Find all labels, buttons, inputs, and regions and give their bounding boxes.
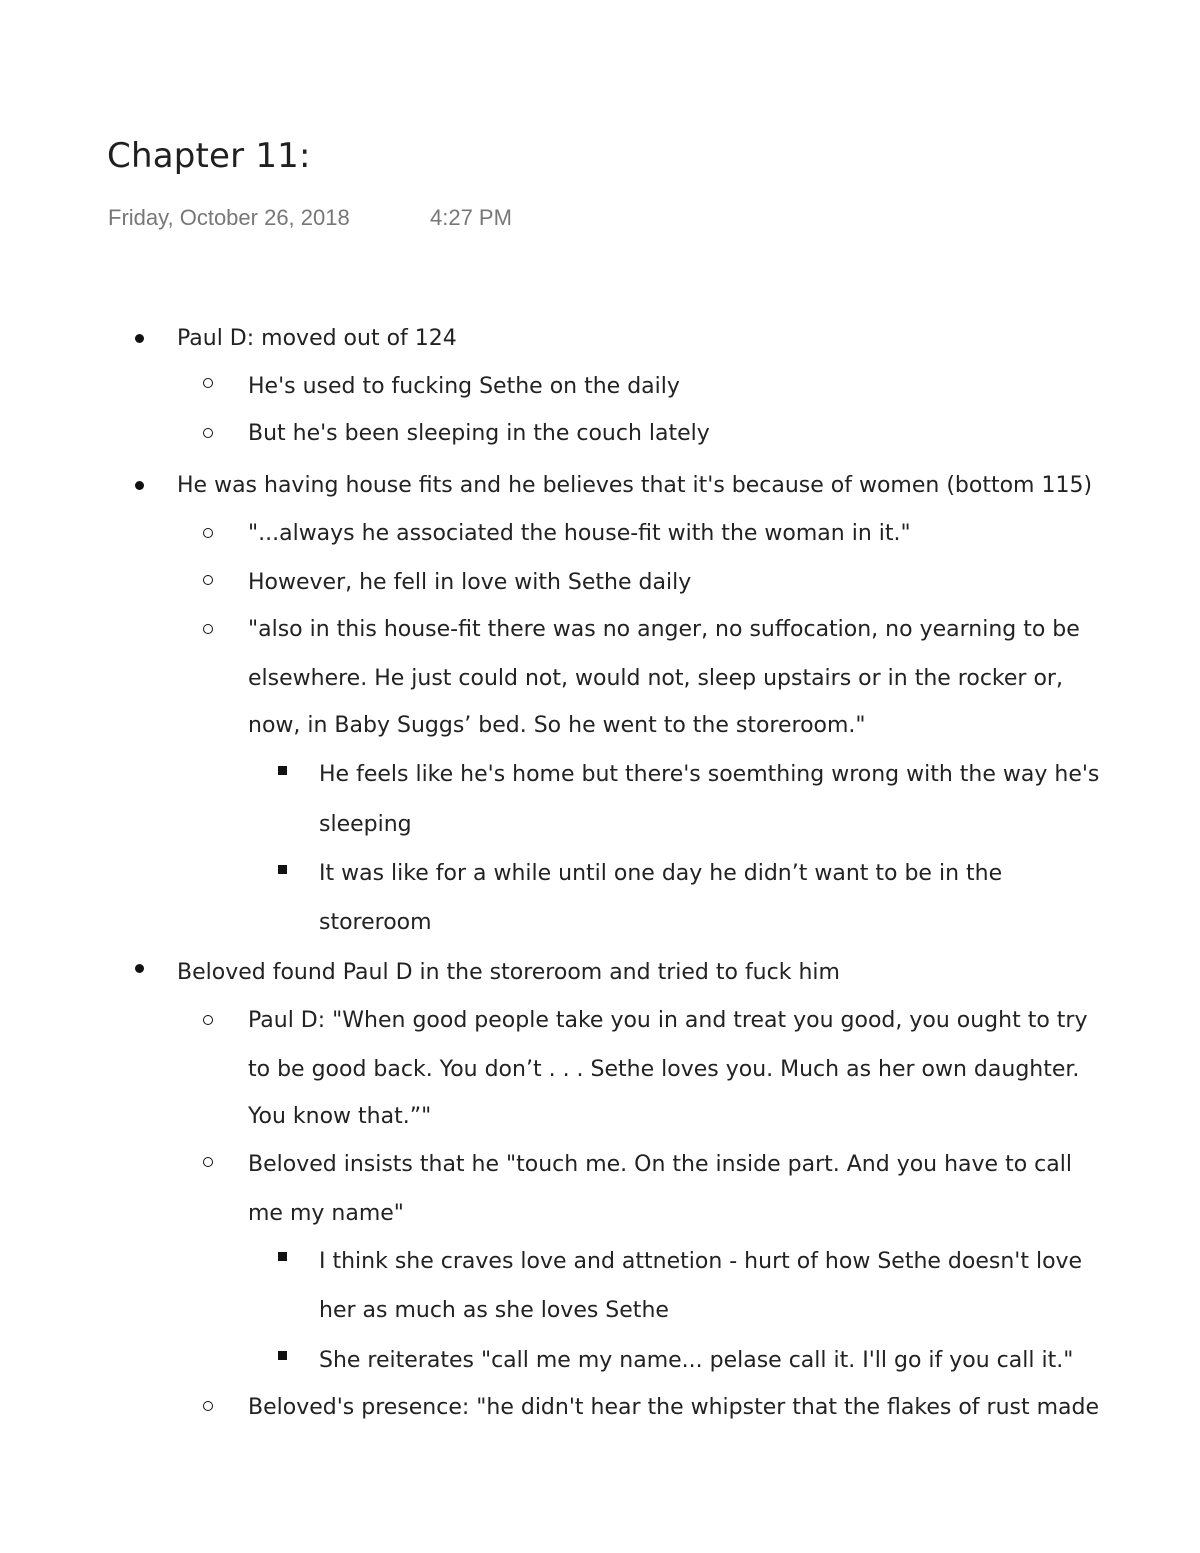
list-item: She reiterates "call me my name... pelase call it. I'll go if you call it." xyxy=(319,1348,1074,1373)
bullet-circle-icon xyxy=(203,1157,213,1167)
list-item: However, he fell in love with Sethe daily xyxy=(248,570,692,595)
list-item: "also in this house-fit there was no anger, no suffocation, no yearning to be xyxy=(248,617,1080,642)
list-item: Beloved found Paul D in the storeroom and tried to fuck him xyxy=(177,960,840,985)
list-item: It was like for a while until one day he didn’t want to be in the xyxy=(319,861,1003,886)
bullet-circle-icon xyxy=(203,1401,213,1411)
list-item-continuation: sleeping xyxy=(319,812,412,837)
note-time: 4:27 PM xyxy=(430,205,512,230)
list-item: I think she craves love and attnetion - hurt of how Sethe doesn't love xyxy=(319,1249,1083,1274)
bullet-dot-icon xyxy=(135,334,144,343)
list-item: He's used to fucking Sethe on the daily xyxy=(248,374,680,399)
list-item-continuation: to be good back. You don’t . . . Sethe loves you. Much as her own daughter. xyxy=(248,1057,1080,1082)
note-date: Friday, October 26, 2018 xyxy=(108,205,350,230)
page-title: Chapter 11: xyxy=(107,136,311,176)
list-item: "...always he associated the house-fit with the woman in it." xyxy=(248,521,911,546)
list-item-continuation: me my name" xyxy=(248,1201,404,1226)
list-item-continuation: her as much as she loves Sethe xyxy=(319,1298,669,1323)
list-item-continuation: storeroom xyxy=(319,910,432,935)
bullet-circle-icon xyxy=(203,378,213,388)
list-item: Paul D: "When good people take you in and treat you good, you ought to try xyxy=(248,1008,1088,1033)
note-timestamp xyxy=(108,205,512,231)
bullet-circle-icon xyxy=(203,575,213,585)
list-item-continuation: now, in Baby Suggs’ bed. So he went to the storeroom." xyxy=(248,713,866,738)
list-item-continuation: elsewhere. He just could not, would not, sleep upstairs or in the rocker or, xyxy=(248,666,1063,691)
bullet-dot-icon xyxy=(135,481,144,490)
bullet-circle-icon xyxy=(203,1015,213,1025)
bullet-square-icon xyxy=(278,865,287,874)
list-item: Beloved's presence: "he didn't hear the whipster that the flakes of rust made xyxy=(248,1395,1100,1420)
bullet-circle-icon xyxy=(203,428,213,438)
bullet-square-icon xyxy=(278,1351,287,1360)
bullet-dot-icon xyxy=(135,964,144,973)
list-item: Paul D: moved out of 124 xyxy=(177,326,457,351)
list-item: He was having house fits and he believes that it's because of women (bottom 115) xyxy=(177,473,1093,498)
list-item: But he's been sleeping in the couch lately xyxy=(248,421,710,446)
list-item: Beloved insists that he "touch me. On the inside part. And you have to call xyxy=(248,1152,1072,1177)
bullet-circle-icon xyxy=(203,528,213,538)
bullet-square-icon xyxy=(278,766,287,775)
bullet-square-icon xyxy=(278,1252,287,1261)
list-item-continuation: You know that.”" xyxy=(248,1104,432,1129)
list-item: He feels like he's home but there's soemthing wrong with the way he's xyxy=(319,762,1100,787)
bullet-circle-icon xyxy=(203,624,213,634)
